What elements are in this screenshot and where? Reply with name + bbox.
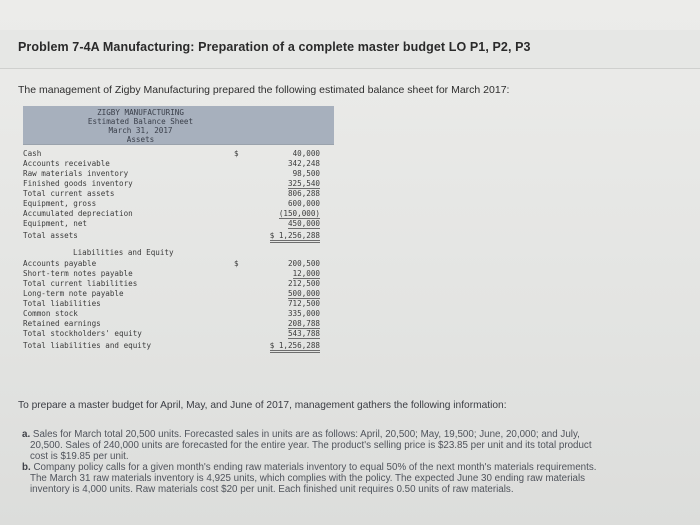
row-label: Short-term notes payable: [23, 269, 133, 278]
row-label: Cash: [23, 149, 42, 158]
row-label: Total current assets: [23, 189, 115, 198]
lower-intro-text: To prepare a master budget for April, May, and June of 2017, management gathers the following information:: [18, 400, 507, 411]
row-amount: (150,000): [278, 209, 320, 218]
table-row: [23, 309, 334, 319]
row-label: Total assets: [23, 231, 78, 240]
dollar-sign: $: [234, 259, 239, 268]
row-amount: 325,540: [287, 179, 320, 188]
row-label: Raw materials inventory: [23, 169, 129, 178]
row-amount: 40,000: [292, 149, 320, 158]
row-amount: 212,500: [287, 279, 320, 288]
row-label: Accounts payable: [23, 259, 97, 268]
row-amount: 335,000: [287, 309, 320, 318]
table-row: [23, 219, 334, 229]
row-amount: 450,000: [287, 219, 320, 228]
table-row: [23, 289, 334, 299]
item-line: 20,500. Sales of 240,000 units are forecasted for the entire year. The product's selling price is $23.85 per unit and its total product: [30, 439, 592, 451]
liabilities-heading: Liabilities and Equity: [73, 248, 174, 257]
table-row: [23, 159, 334, 169]
header-divider: [23, 144, 334, 145]
item-line: Company policy calls for a given month's ending raw materials inventory to equal 50% of the next month's materials requirements.: [33, 462, 597, 473]
row-amount: 12,000: [292, 269, 320, 278]
row-amount: 543,788: [287, 329, 320, 338]
row-amount: 208,788: [287, 319, 320, 328]
company-name: ZIGBY MANUFACTURING: [97, 108, 184, 117]
row-label: Common stock: [23, 309, 78, 318]
list-item: [22, 430, 698, 462]
table-row: [23, 169, 334, 179]
dollar-sign: $: [234, 149, 239, 158]
row-label: Total current liabilities: [23, 279, 138, 288]
table-row: [23, 259, 334, 269]
table-row: [23, 209, 334, 219]
table-row: [23, 341, 334, 351]
intro-text: The management of Zigby Manufacturing prepared the following estimated balance sheet for March 2017:: [18, 84, 510, 96]
row-amount: $ 1,256,288: [270, 341, 320, 353]
row-amount: $ 1,256,288: [270, 231, 320, 243]
row-label: Total stockholders' equity: [23, 329, 142, 338]
item-line: Sales for March total 20,500 units. Forecasted sales in units are as follows: April, 20,500; May, 19,500; June, 20,000; and July,: [32, 429, 580, 440]
statement-name: Estimated Balance Sheet: [87, 117, 194, 126]
row-label: Equipment, net: [23, 219, 88, 228]
table-row: [23, 319, 334, 329]
table-row: [23, 279, 334, 289]
row-label: Equipment, gross: [23, 199, 97, 208]
table-row: [23, 179, 334, 189]
table-row: [23, 199, 334, 209]
item-line: The March 31 raw materials inventory is 4,925 units, which complies with the policy. The expected June 30 ending raw materials: [30, 472, 586, 484]
row-label: Accounts receivable: [23, 159, 110, 168]
row-label: Long-term note payable: [23, 289, 124, 298]
table-row: [23, 299, 334, 309]
table-row: [23, 269, 334, 279]
table-row: [23, 189, 334, 199]
row-amount: 200,500: [287, 259, 320, 268]
row-label: Finished goods inventory: [23, 179, 133, 188]
item-marker: a.: [22, 429, 31, 440]
table-row: [23, 329, 334, 339]
item-line: cost is $19.85 per unit.: [30, 450, 129, 462]
item-marker: b.: [22, 462, 31, 473]
table-row: [23, 149, 334, 159]
row-label: Retained earnings: [23, 319, 101, 328]
row-label: Accumulated depreciation: [23, 209, 133, 218]
row-amount: 98,500: [292, 169, 320, 178]
row-amount: 600,000: [287, 199, 320, 208]
item-line: inventory is 4,000 units. Raw materials cost $20 per unit. Each finished unit requires 0.50 units of raw materials.: [30, 483, 514, 495]
row-label: Total liabilities: [23, 299, 101, 308]
statement-date: March 31, 2017: [108, 126, 173, 135]
list-item: [22, 463, 698, 495]
balance-sheet-table: [23, 106, 334, 364]
row-label: Total liabilities and equity: [23, 341, 152, 350]
table-row: [23, 231, 334, 241]
balance-sheet-header: [23, 106, 334, 144]
row-amount: 342,248: [287, 159, 320, 168]
row-amount: 712,500: [287, 299, 320, 308]
problem-title: Problem 7-4A Manufacturing: Preparation of a complete master budget LO P1, P2, P3: [18, 40, 531, 54]
row-amount: 806,288: [287, 189, 320, 198]
row-amount: 500,000: [287, 289, 320, 298]
assets-heading: Assets: [126, 135, 155, 144]
